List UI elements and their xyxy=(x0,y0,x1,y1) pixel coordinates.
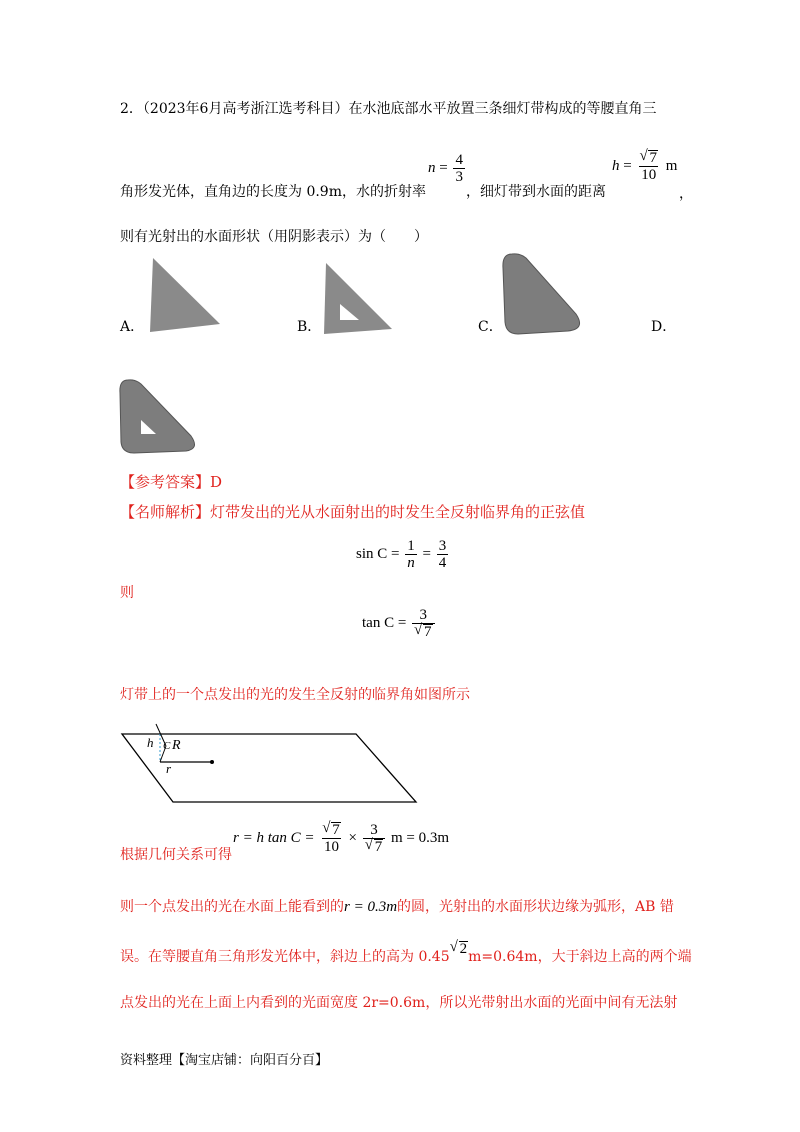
answer-line xyxy=(120,473,222,491)
analysis-label: 【名师解析】 xyxy=(120,503,211,521)
analysis-intro: 灯带发出的光从水面射出的时发生全反射临界角的正弦值 xyxy=(210,503,586,521)
option-d-figure[interactable] xyxy=(116,376,201,458)
geo-f1-denominator: 10 xyxy=(324,839,340,855)
h-unit: m xyxy=(665,157,678,174)
tan-fraction xyxy=(412,607,435,640)
analysis-para-1 xyxy=(120,898,674,916)
sin-fraction-2 xyxy=(437,538,449,571)
refractive-index-formula xyxy=(428,152,467,185)
h-equals: = xyxy=(623,157,632,174)
analysis-para-3: 点发出的光在上面上内看到的光面宽度 2r=0.6m，所以光带射出水面的光面中间有无法射 xyxy=(120,995,678,1011)
tan-denominator-radicand: 7 xyxy=(424,624,432,640)
question-line2-text-c: ， xyxy=(679,186,693,202)
n-fraction xyxy=(453,152,465,185)
question-source: （2023年6月高考浙江选考科目） xyxy=(142,101,349,117)
tan-numerator: 3 xyxy=(419,607,428,623)
question-line-1 xyxy=(120,100,656,118)
n-numerator: 4 xyxy=(455,152,463,168)
geo-f2-denominator: √ 7 xyxy=(363,838,386,855)
question-line-2 xyxy=(120,183,426,201)
depth-formula xyxy=(612,150,677,183)
option-c-figure[interactable] xyxy=(500,250,585,340)
then-label: 则 xyxy=(120,585,134,601)
question-line1-text: 在水池底部水平放置三条细灯带构成的等腰直角三 xyxy=(348,101,657,117)
option-a-label[interactable]: A． xyxy=(120,319,145,335)
critical-angle-diagram xyxy=(118,722,423,812)
sin-eq2: = xyxy=(422,545,431,562)
sin-f2-denominator: 4 xyxy=(438,555,447,571)
option-d-label[interactable]: D． xyxy=(651,319,677,335)
geo-fraction-2 xyxy=(363,822,386,855)
question-line3-text: 则有光射出的水面形状（用阴影表示）为（ ） xyxy=(120,229,428,245)
para2-text-b: m=0.64m，大于斜边上高的两个端 xyxy=(468,949,692,965)
geo-fraction-1 xyxy=(320,822,343,855)
sin-fraction-1 xyxy=(405,538,417,571)
option-c-rounded-triangle xyxy=(503,254,580,334)
h-denominator: 10 xyxy=(641,167,657,183)
sin-f1-numerator: 1 xyxy=(407,538,415,554)
geo-f1-radicand: 7 xyxy=(332,822,340,838)
para1-text-b: 的圆，光射出的水面形状边缘为弧形，AB 错 xyxy=(397,899,674,915)
tan-formula xyxy=(362,607,437,640)
sin-lhs: sin C = xyxy=(356,545,400,562)
analysis-para-2: 误。在等腰直角三角形发光体中，斜边上的高为 0.45 √ 2m=0.64m，大于斜边上高的两个端 xyxy=(120,939,692,965)
option-c-label[interactable]: C． xyxy=(478,319,503,335)
sin-formula xyxy=(356,538,450,571)
diagram-label-r: r xyxy=(166,761,172,776)
h-fraction xyxy=(637,150,660,183)
option-b-triangle xyxy=(324,263,392,334)
footer-text: 资料整理【淘宝店铺：向阳百分百】 xyxy=(120,1053,329,1068)
question-line2-b xyxy=(466,183,606,201)
answer-label: 【参考答案】 xyxy=(120,473,211,491)
diagram-label-R: R xyxy=(172,738,181,753)
radius-end-point xyxy=(210,760,214,764)
para1-math: r = 0.3m xyxy=(344,899,398,915)
n-symbol: n xyxy=(428,159,436,176)
option-a-figure[interactable] xyxy=(146,256,226,334)
para1-text-a: 则一个点发出的光在水面上能看到的 xyxy=(120,899,344,915)
geo-times: × xyxy=(348,829,357,846)
option-b-label[interactable]: B． xyxy=(297,319,322,335)
n-denominator: 3 xyxy=(455,169,463,185)
geo-lhs: r = h tan C = xyxy=(233,829,315,846)
h-numerator: √ 7 xyxy=(639,148,657,166)
tan-denominator: √ 7 xyxy=(412,623,435,640)
geo-f1-numerator: √ 7 xyxy=(322,820,340,838)
para2-radicand: 2 xyxy=(459,941,468,957)
analysis-line xyxy=(120,503,585,521)
diagram-label-h: h xyxy=(147,735,154,750)
question-line2-c xyxy=(679,185,693,203)
geo-rhs: m = 0.3m xyxy=(390,829,450,846)
para2-text-a: 误。在等腰直角三角形发光体中，斜边上的高为 0.45 xyxy=(120,949,450,965)
question-line2-text-a: 角形发光体，直角边的长度为 0.9m，水的折射率 xyxy=(120,184,426,200)
option-a-triangle xyxy=(150,258,220,332)
sin-f1-denominator: n xyxy=(407,555,415,571)
geo-prefix: 根据几何关系可得 xyxy=(120,847,232,863)
question-line-3 xyxy=(120,228,428,246)
sin-f2-numerator: 3 xyxy=(438,538,447,554)
geo-formula xyxy=(233,822,449,855)
diagram-caption: 灯带上的一个点发出的光的发生全反射的临界角如图所示 xyxy=(120,687,470,703)
diagram-label-c: C xyxy=(163,740,171,752)
answer-value: D xyxy=(210,473,223,491)
question-number: 2． xyxy=(120,101,143,117)
option-b-figure[interactable] xyxy=(318,260,398,338)
h-numerator-radicand: 7 xyxy=(649,150,657,166)
question-line2-text-b: ，细灯带到水面的距离 xyxy=(466,184,606,200)
tan-lhs: tan C = xyxy=(362,614,407,631)
h-symbol: h xyxy=(612,157,620,174)
option-d-rounded-triangle xyxy=(120,380,195,453)
geo-f2-radicand: 7 xyxy=(374,839,383,855)
n-equals: = xyxy=(439,159,448,176)
geo-f2-numerator: 3 xyxy=(370,822,378,838)
